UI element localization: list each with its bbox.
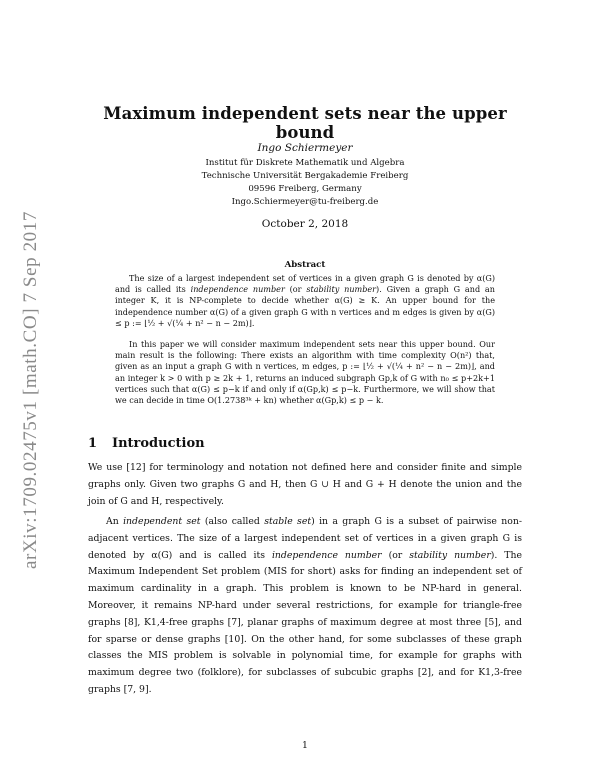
author-email[interactable]: Ingo.Schiermeyer@tu-freiberg.de: [231, 197, 379, 207]
abstract-paragraph-1: The size of a largest independent set of vertices in a given graph G is denoted by α(G) and is called its independence number (or stability number). Given a graph G and an integer K, it is NP-complete to decide whether α(G) ≥ K. An upper bound for the independence number α(G) of a given graph G with n vertices and m edges is given by α(G) ≤ p := ⌊½ + √(¼ + n² − n − 2m)⌋.: [115, 273, 495, 328]
body-paragraph-2: An independent set (also called stable set) in a graph G is a subset of pairwise non-adjacent vertices. The size of a largest independent set of vertices in a given graph G is denoted by α(G) and is called its independence number (or stability number). The Maximum Independent Set problem (MIS for short) asks for finding an independent set of maximum cardinality in a graph. This problem is known to be NP-hard in general. Moreover, it remains NP-hard under several restrictions, for example for triangle-free graphs [8], K1,4-free graphs [7], planar graphs of maximum degree at most three [5], and for sparse or dense graphs [10]. On the other hand, for some subclasses of these graph classes the MIS problem is solvable in polynomial time, for example for graphs with maximum degree two (folklore), for subclasses of subcubic graphs [2], and for K1,3-free graphs [7, 9].: [88, 516, 522, 695]
page-number: 1: [302, 740, 308, 751]
paper-date: October 2, 2018: [261, 218, 349, 230]
arxiv-sidebar-identifier: [14, 200, 48, 580]
abstract-heading: Abstract: [284, 260, 326, 270]
abstract-paragraph-2: In this paper we will consider maximum independent sets near this upper bound. Our main result is the following: There exists an algorithm with time complexity O(n²) that, given as an input a graph G with n vertices, m edges, p := ⌊½ + √(¼ + n² − n − 2m)⌋, and an integer k > 0 with p ≥ 2k + 1, returns an induced subgraph Gp,k of G with n₀ ≤ p+2k+1 vertices such that α(G) ≤ p−k if and only if α(Gp,k) ≤ p−k. Furthermore, we will show that we can decide in time O(1.2738³ᵏ + kn) whether α(Gp,k) ≤ p − k.: [115, 339, 495, 406]
section-heading: [88, 436, 205, 451]
affiliation-line-1: Institut für Diskrete Mathematik und Algebra: [205, 158, 405, 168]
section-title: Introduction: [112, 436, 205, 451]
paper-title: Maximum independent sets near the upper bound: [103, 104, 507, 142]
affiliation-line-2: Technische Universität Bergakademie Freiberg: [201, 171, 409, 181]
body-paragraph-1: We use [12] for terminology and notation not defined here and consider finite and simple graphs only. Given two graphs G and H, then G ∪ H and G + H denote the union and the join of G and H, respectively.: [88, 462, 522, 507]
affiliation-line-3: 09596 Freiberg, Germany: [248, 184, 362, 194]
arxiv-id-text: arXiv:1709.02475v1 [math.CO] 7 Sep 2017: [20, 211, 42, 569]
section-number: 1: [88, 436, 98, 451]
author-name: Ingo Schiermeyer: [257, 142, 353, 154]
